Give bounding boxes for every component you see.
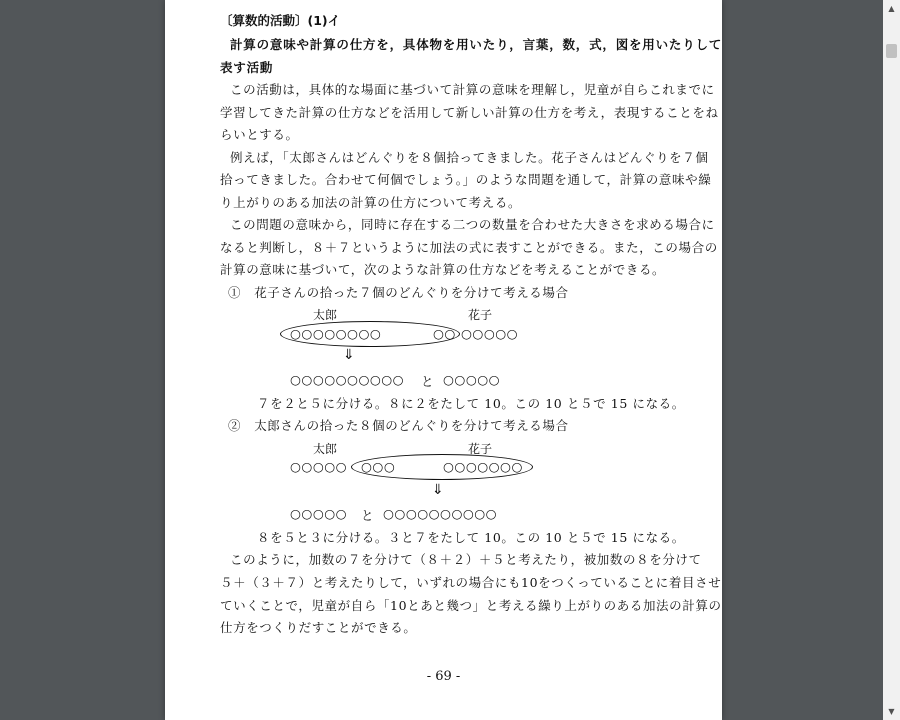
paragraph-2-line-2: 拾ってきました。合わせて何個でしょう。」のような問題を通して，計算の意味や繰 xyxy=(220,172,712,187)
case-1-row-1-left-circles: ○○○○○○○○ xyxy=(290,326,382,341)
vertical-scrollbar[interactable] xyxy=(883,0,900,720)
case-1-row-1-mid-circles: ○○ xyxy=(433,326,456,341)
case-2-label-hanako: 花子 xyxy=(468,442,493,456)
paragraph-1-line-1: この活動は，具体的な場面に基づいて計算の意味を理解し，児童が自らこれまでに xyxy=(230,82,715,97)
paragraph-2-line-3: り上がりのある加法の計算の仕方について考える。 xyxy=(220,195,522,210)
document-page xyxy=(165,0,722,720)
case-1-row-2-right-circles: ○○○○○ xyxy=(443,372,501,387)
paragraph-4-line-4: 仕方をつくりだすことができる。 xyxy=(220,620,417,635)
subheading-line-1: 計算の意味や計算の仕方を，具体物を用いたり，言葉，数，式，図を用いたりして xyxy=(230,37,722,52)
scroll-down-arrow-icon[interactable]: ▼ xyxy=(888,707,895,716)
scroll-up-arrow-icon[interactable]: ▲ xyxy=(888,4,895,13)
case-1-explanation: ７を２と５に分ける。８に２をたして 10。この 10 と５で 15 になる。 xyxy=(257,396,685,411)
case-1-down-arrow-icon: ⇓ xyxy=(343,347,355,363)
case-1-row-2-left-circles: ○○○○○○○○○○ xyxy=(290,372,405,387)
case-2-explanation: ８を５と３に分ける。３と７をたして 10。この 10 と５で 15 になる。 xyxy=(257,530,685,545)
paragraph-1-line-2: 学習してきた計算の仕方などを活用して新しい計算の仕方を考え，表現することをね xyxy=(220,105,719,120)
paragraph-4-line-2: ５＋（３＋７）と考えたりして，いずれの場合にも10をつくっていることに着目させ xyxy=(220,575,722,590)
paragraph-2-line-1: 例えば，「太郎さんはどんぐりを８個拾ってきました。花子さんはどんぐりを７個 xyxy=(230,150,709,165)
case-2-row-1-right-circles: ○○○○○○○ xyxy=(443,459,523,474)
subheading-line-2: 表す活動 xyxy=(220,60,274,75)
paragraph-3-line-2: なると判断し，８＋７というように加法の式に表すことができる。また，この場合の xyxy=(220,240,718,255)
case-2-row-2-left-circles: ○○○○○ xyxy=(290,506,348,521)
case-2-row-2-and: と xyxy=(361,508,375,523)
paragraph-4-line-1: このように，加数の７を分けて（８＋２）＋５と考えたり，被加数の８を分けて xyxy=(230,552,702,567)
case-1-label-taro: 太郎 xyxy=(313,308,338,322)
scrollbar-thumb[interactable] xyxy=(886,44,897,58)
case-2-row-1-mid-circles: ○○○ xyxy=(361,459,396,474)
case-2-row-2-right-circles: ○○○○○○○○○○ xyxy=(383,506,498,521)
case-2-row-1-left-circles: ○○○○○ xyxy=(290,459,348,474)
case-2-down-arrow-icon: ⇓ xyxy=(432,482,444,498)
case-1-label-hanako: 花子 xyxy=(468,308,493,322)
paragraph-3-line-1: この問題の意味から，同時に存在する二つの数量を合わせた大きさを求める場合に xyxy=(230,217,715,232)
paragraph-1-line-3: らいとする。 xyxy=(220,127,299,142)
paragraph-4-line-3: ていくことで，児童が自ら「10とあと幾つ」と考える繰り上がりのある加法の計算の xyxy=(220,598,722,613)
case-1-title: ① 花子さんの拾った７個のどんぐりを分けて考える場合 xyxy=(228,285,569,300)
case-1-row-1-right-circles: ○○○○○ xyxy=(461,326,519,341)
case-2-label-taro: 太郎 xyxy=(313,442,338,456)
case-2-title: ② 太郎さんの拾った８個のどんぐりを分けて考える場合 xyxy=(228,418,569,433)
paragraph-3-line-3: 計算の意味に基づいて，次のような計算の仕方などを考えることができる。 xyxy=(220,262,666,277)
case-1-row-2-and: と xyxy=(421,374,435,389)
section-heading: 〔算数的活動〕(1)イ xyxy=(220,13,341,28)
page-number: - 69 - xyxy=(426,669,461,684)
